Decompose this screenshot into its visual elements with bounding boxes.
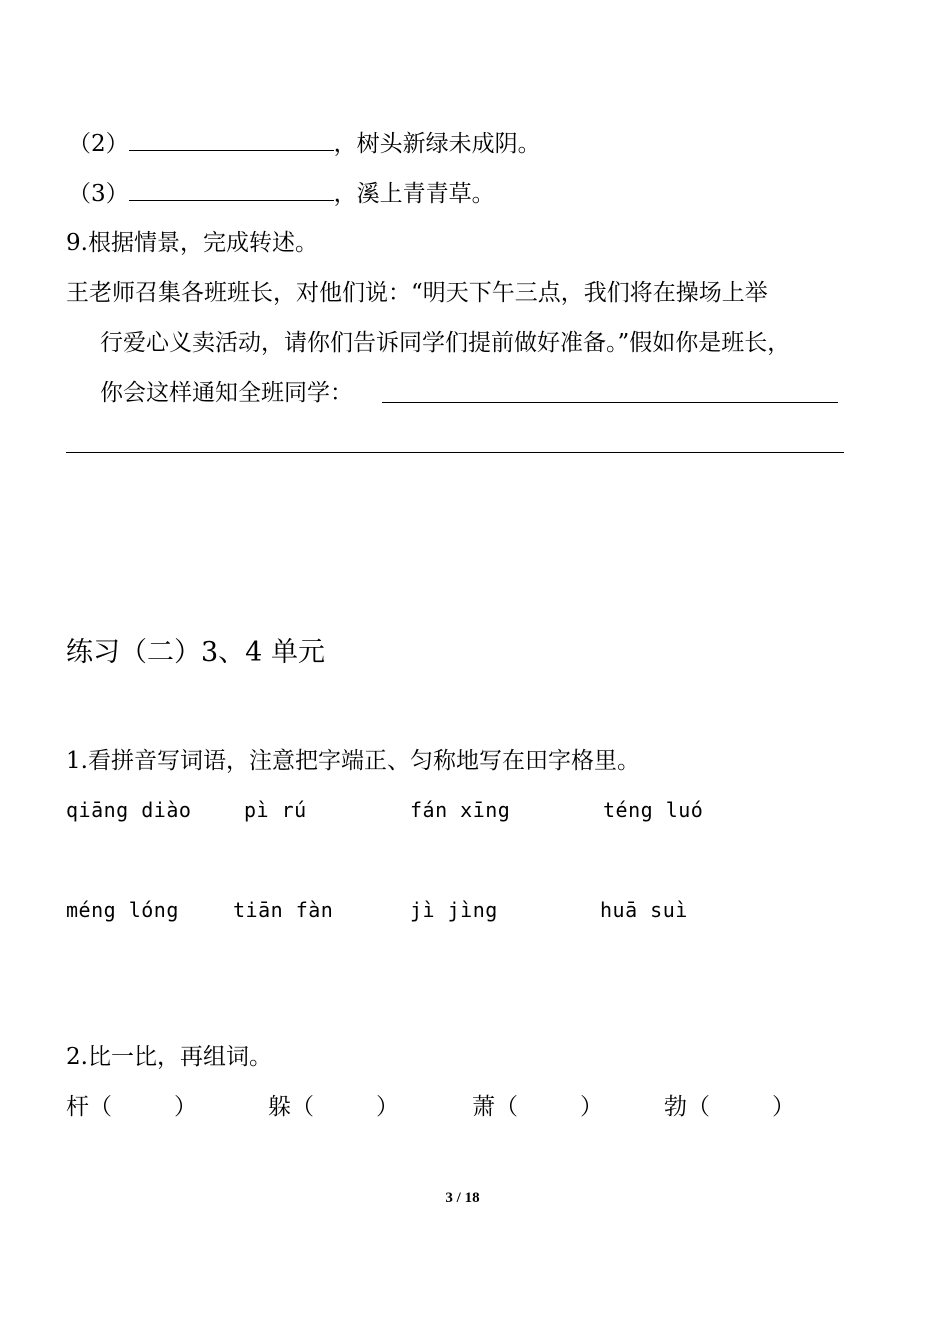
close-paren: ） [580,1094,603,1120]
pinyin-item: qiāng diào [66,798,192,822]
close-paren: ） [376,1094,399,1120]
poem-line: ，溪上青青草。 [333,181,495,207]
char-open: 勃（ [664,1094,710,1120]
close-paren: ） [174,1094,197,1120]
fill-line-3 [68,178,495,209]
poem-line: ，树头新绿未成阴。 [333,131,541,157]
compare-item-1 [66,1092,197,1122]
pinyin-item: pì rú [244,798,307,822]
char-open: 杆（ [66,1094,112,1120]
char-open: 萧（ [472,1094,518,1120]
compare-item-4 [664,1092,795,1122]
question-9-line-3: 你会这样通知全班同学： [100,380,353,406]
pinyin-item: méng lóng [66,898,179,922]
pinyin-item: téng luó [603,798,704,822]
answer-blank[interactable] [129,178,334,201]
pinyin-item: tiān fàn [233,898,334,922]
question-9-title: 9.根据情景，完成转述。 [66,230,318,256]
question-1-title: 1.看拼音写词语，注意把字端正、匀称地写在田字格里。 [66,748,640,774]
question-9-line-2: 行爱心义卖活动，请你们告诉同学们提前做好准备。”假如你是班长， [100,330,791,356]
answer-blank[interactable] [129,128,334,151]
close-paren: ） [772,1094,795,1120]
section-title: 练习（二）3、4 单元 [66,637,325,668]
item-number: （3） [68,181,129,207]
char-open: 躲（ [268,1094,314,1120]
item-number: （2） [68,131,129,157]
question-9-line-1: 王老师召集各班班长，对他们说：“明天下午三点，我们将在操场上举 [66,280,768,306]
pinyin-item: fán xīng [410,798,511,822]
answer-line[interactable] [382,402,838,403]
compare-item-2 [268,1092,399,1122]
pinyin-item: jì jìng [410,898,498,922]
question-2-title: 2.比一比，再组词。 [66,1044,272,1070]
answer-line[interactable] [66,452,844,453]
compare-item-3 [472,1092,603,1122]
page-number: 3 / 18 [445,1190,480,1206]
fill-line-2 [68,128,541,159]
pinyin-item: huā suì [600,898,688,922]
